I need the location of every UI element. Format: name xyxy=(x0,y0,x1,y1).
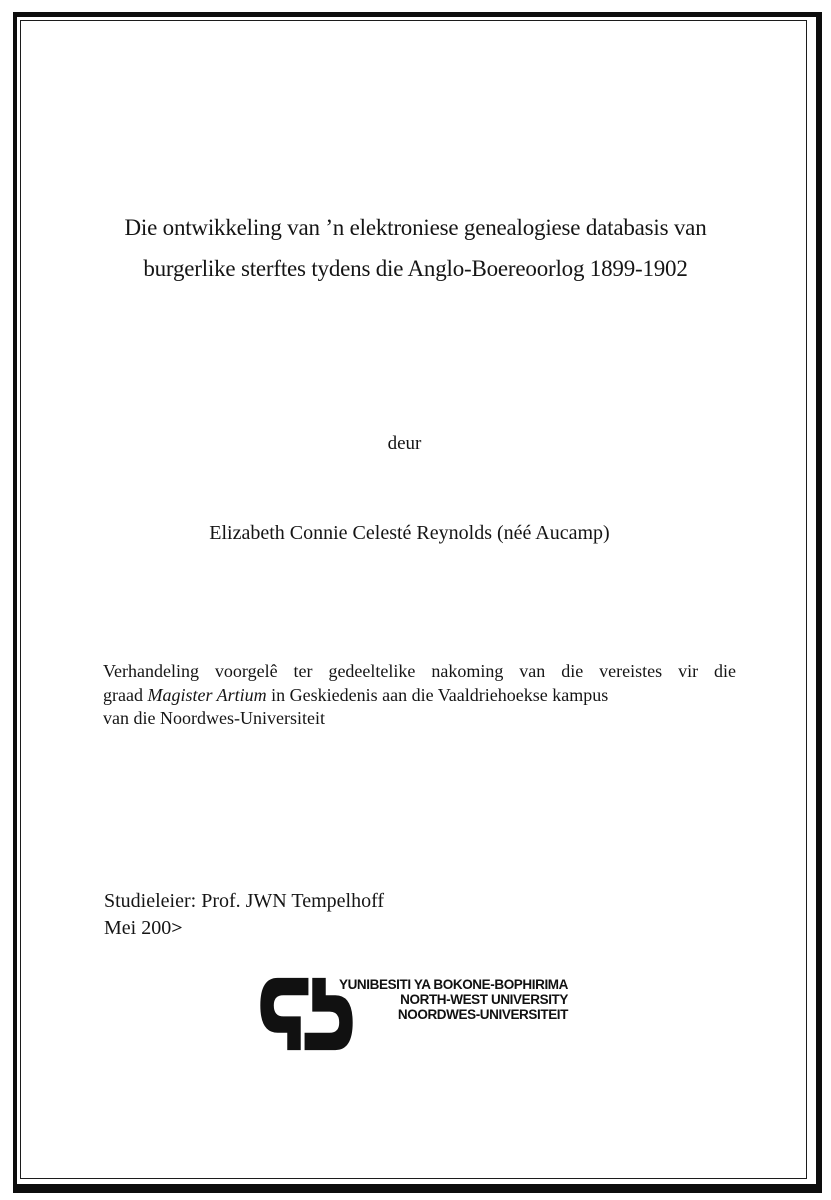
nwu-logo-text xyxy=(300,977,568,1022)
degree-name-italic: Magister Artium xyxy=(147,684,267,705)
supervisor-block xyxy=(104,888,384,942)
thesis-title xyxy=(40,207,791,289)
logo-text-line-2: NORTH-WEST UNIVERSITY xyxy=(400,992,568,1007)
submission-line-2-prefix: graad xyxy=(103,684,148,705)
title-line-2: burgerlike sterftes tydens die Anglo-Boereoorlog 1899-1902 xyxy=(143,256,688,281)
submission-line-3: van die Noordwes-Universiteit xyxy=(103,708,325,728)
date-prefix: Mei 200 xyxy=(104,917,172,939)
submission-line-2 xyxy=(103,684,736,708)
submission-line-2-suffix: in Geskiedenis aan die Vaaldriehoekse kampus xyxy=(266,684,609,705)
submission-statement xyxy=(103,660,736,731)
supervisor-line: Studieleier: Prof. JWN Tempelhoff xyxy=(104,890,385,912)
logo-text-line-1: YUNIBESITI YA BOKONE-BOPHIRIMA xyxy=(338,977,568,992)
date-final-glyph: > xyxy=(171,917,183,939)
submission-line-1: Verhandeling voorgelê ter gedeeltelike nakoming van die vereistes vir die xyxy=(103,661,736,681)
logo-text-line-3: NOORDWES-UNIVERSITEIT xyxy=(397,1007,568,1022)
byline-deur: deur xyxy=(387,433,422,454)
author-name: Elizabeth Connie Celesté Reynolds (néé Aucamp) xyxy=(209,522,610,544)
date-line xyxy=(104,915,384,942)
title-line-1: Die ontwikkeling van ’n elektroniese genealogiese databasis van xyxy=(124,215,707,240)
